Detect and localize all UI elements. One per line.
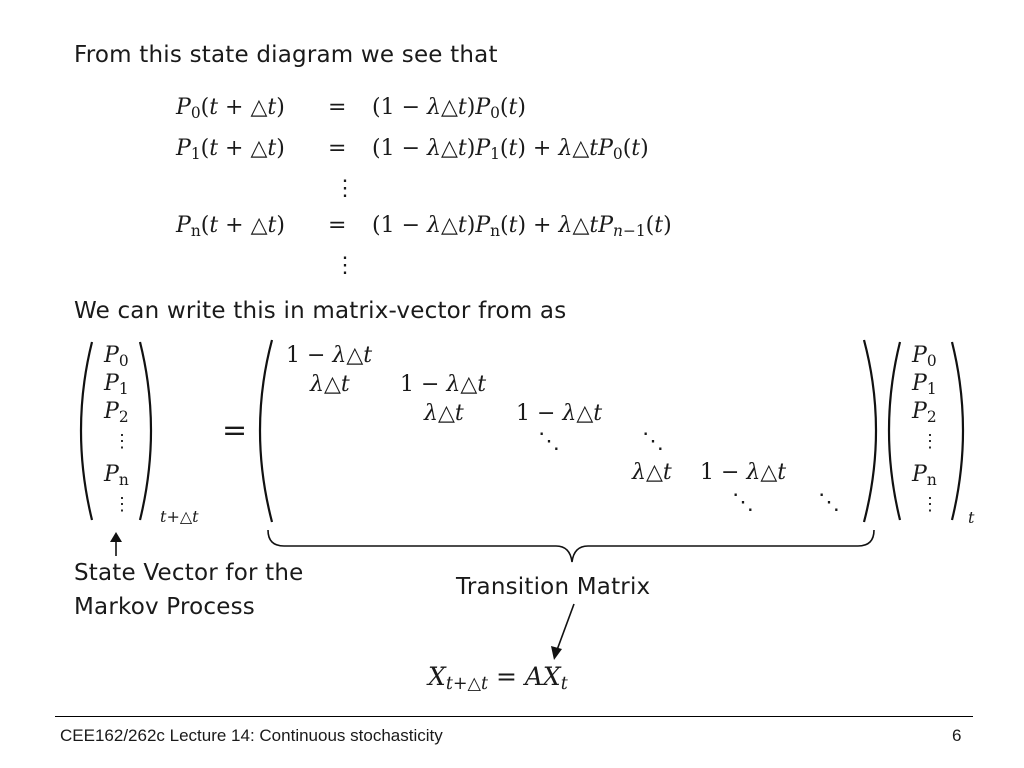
matrix-r1-c1: 1 − λ△t [286,343,373,368]
footer-lecture-title: CEE162/262c Lecture 14: Continuous stochasticity [60,726,443,745]
eq1-rhs: $(1 - \lambda\triangle t)P_0(t)$ [372,95,526,122]
matrix-r5-c4: λ△t [632,460,672,485]
transition-arrow-shaft [557,604,574,650]
right-vector-subscript: t [968,508,975,527]
eq1-lhs: $P_0(t$ + △t) [176,95,285,122]
transition-underbrace [268,530,874,562]
matrix-ddots-3: ⋱ [732,490,754,515]
vdots-2: ⋮ [334,253,356,278]
right-vector-vdots-1: ⋮ [921,431,939,452]
left-vector-vdots-2: ⋮ [113,494,131,515]
eq3-equals: = [328,213,347,238]
right-vector-close-paren [952,342,963,520]
matrix-equals: = [222,413,248,448]
intro-text: From this state diagram we see that [74,42,498,68]
matrix-r2-c2: 1 − λ△t [400,372,487,397]
eq1-equals: = [328,95,347,120]
matrix-r5-c5: 1 − λ△t [700,460,787,485]
matrix-intro-text: We can write this in matrix-vector from as [74,298,567,324]
transition-arrow-head [551,646,562,660]
eq2-lhs: $P_1(t$ + △t) [176,136,285,163]
transition-matrix-label: Transition Matrix [456,574,651,600]
left-vector-subscript: t+△t [160,507,199,526]
left-vector-entry-p0: $P_0$ [104,343,129,370]
left-vector-entry-p2: $P_2$ [104,399,129,426]
right-vector-entry-p2: $P_2$ [912,399,937,426]
state-vector-arrow-head [110,532,122,542]
matrix-close-paren [864,340,876,522]
right-vector-entry-p0: $P_0$ [912,343,937,370]
left-vector-vdots-1: ⋮ [113,431,131,452]
left-vector-open-paren [81,342,92,520]
right-vector-entry-p1: $P_1$ [912,371,937,398]
left-vector-entry-p1: $P_1$ [104,371,129,398]
matrix-open-paren [260,340,272,522]
left-vector-entry-pn: $P_n$ [104,462,129,489]
matrix-r3-c3: 1 − λ△t [516,401,603,426]
state-vector-label-line1: State Vector for the [74,560,304,586]
final-equation: $X_{t+\triangle t} = AX_t$ [428,662,568,694]
eq2-equals: = [328,136,347,161]
eq2-rhs: $(1 - \lambda\triangle t)P_1(t)$ + $\lambda\triangle tP_0(t)$ [372,136,649,163]
state-vector-label-line2: Markov Process [74,594,255,620]
right-vector-vdots-2: ⋮ [921,494,939,515]
footer-page-number: 6 [952,726,962,745]
matrix-r2-c1: λ△t [310,372,350,397]
left-vector-close-paren [140,342,151,520]
right-vector-entry-pn: $P_n$ [912,462,937,489]
eq3-rhs: $(1 - \lambda\triangle t)P_n(t)$ + $\lambda\triangle tP_{n-1}(t)$ [372,213,672,240]
vdots-1: ⋮ [334,176,356,201]
right-vector-open-paren [889,342,900,520]
footer-rule [55,716,973,717]
matrix-r3-c2: λ△t [424,401,464,426]
matrix-ddots-4: ⋱ [818,490,840,515]
eq3-lhs: $P_n(t$ + △t) [176,213,285,240]
matrix-ddots-2: ⋱ [642,429,664,454]
matrix-ddots-1: ⋱ [538,429,560,454]
